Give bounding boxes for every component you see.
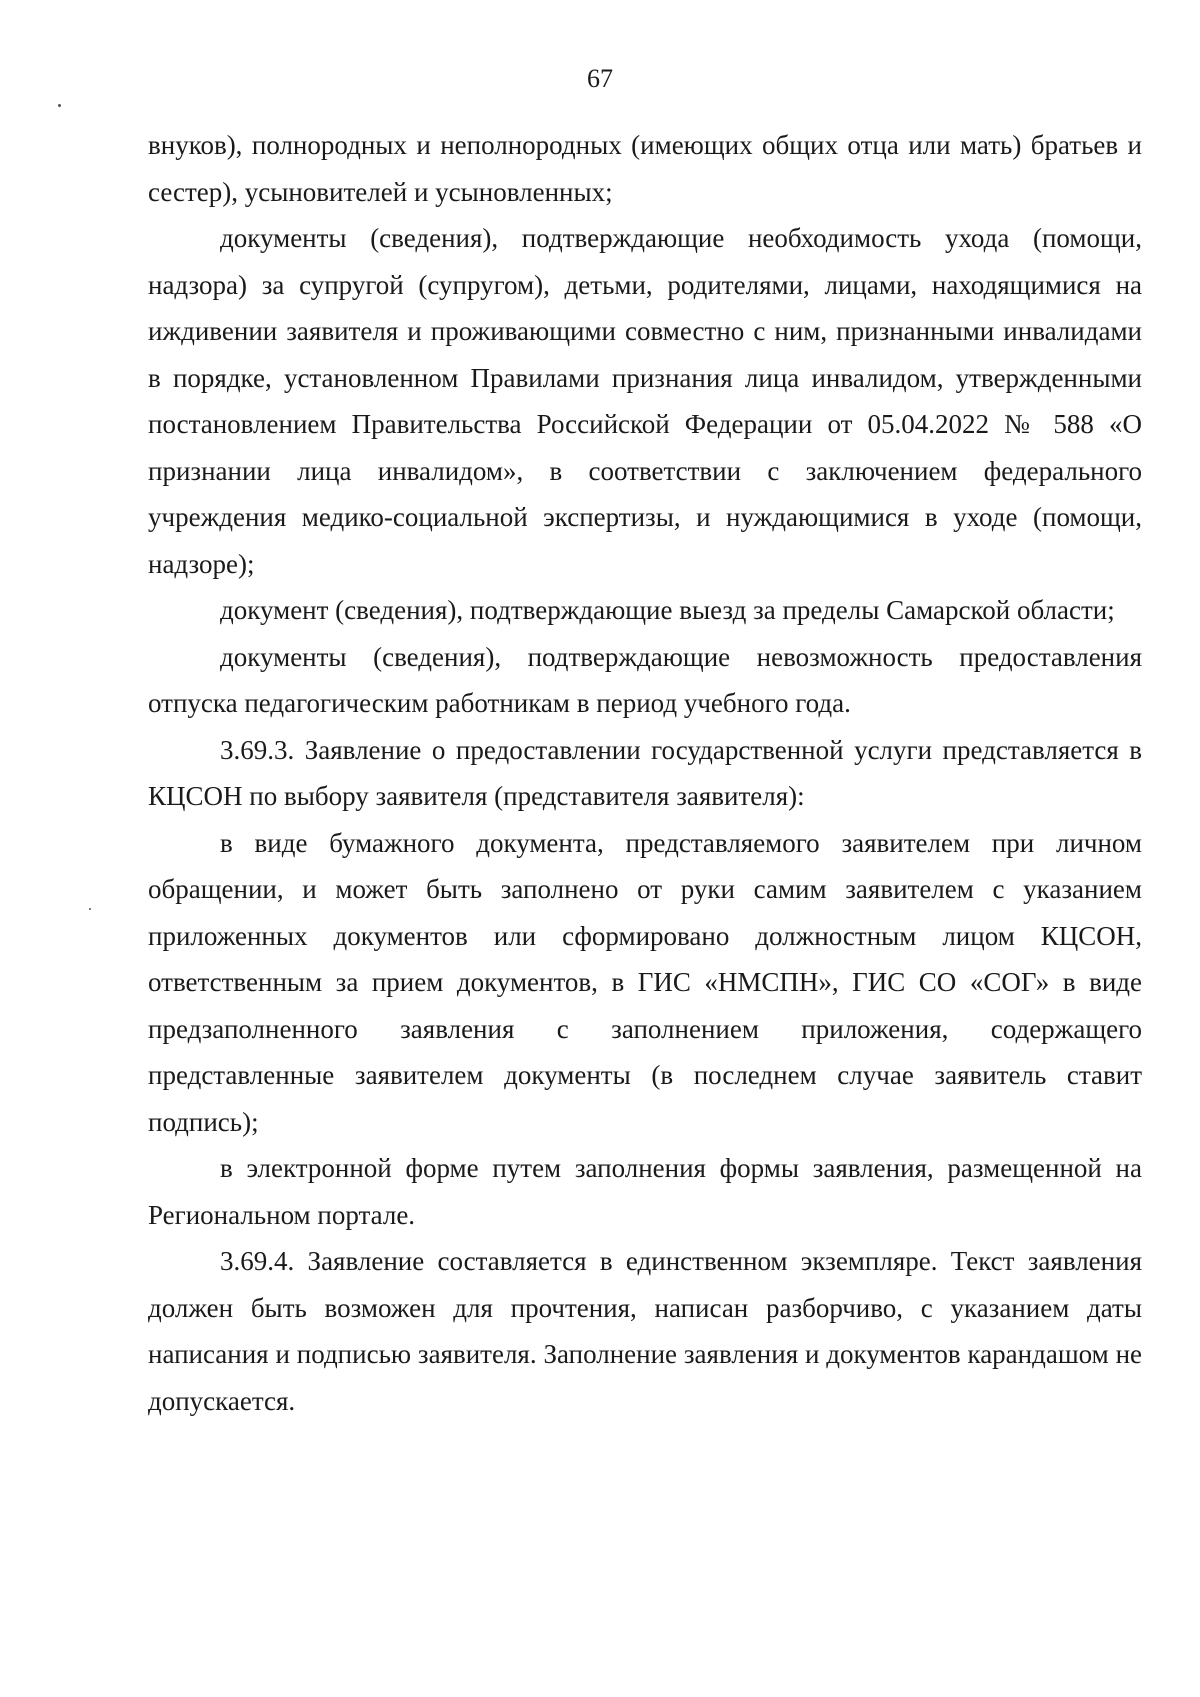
paragraph-3-69-4: 3.69.4. Заявление составляется в единственном экземпляре. Текст заявления должен быть возможен для прочтения, написан разборчиво, с указанием даты написания и подписью заявителя. Заполнение заявления и документов карандашом не допускается. bbox=[148, 1246, 1142, 1416]
scan-speck bbox=[58, 104, 61, 107]
paragraph-3-69-3: 3.69.3. Заявление о предоставлении государственной услуги представляется в КЦСОН по выбору заявителя (представителя заявителя): bbox=[148, 734, 1142, 811]
paragraph-paper-form: в виде бумажного документа, представляемого заявителем при личном обращении, и может быть заполнено от руки самим заявителем с указанием приложенных документов или сформировано должностным лицом КЦСОН, ответственным за прием документов, в ГИС «НМСПН», ГИС СО «СОГ» в виде предзаполненного заявления с заполнением приложения, содержащего представленные заявителем документы (в последнем случае заявитель ставит подпись); bbox=[148, 827, 1142, 1137]
document-body bbox=[148, 122, 1142, 1424]
page-number: 67 bbox=[587, 64, 613, 93]
scan-speck bbox=[89, 908, 91, 910]
paragraph-departure-document: документ (сведения), подтверждающие выезд за пределы Самарской области; bbox=[220, 595, 1115, 625]
paragraph-care-documents: документы (сведения), подтверждающие необходимость ухода (помощи, надзора) за супругой (супругом), детьми, родителями, лицами, находящимися на иждивении заявителя и проживающими совместно с ним, признанными инвалидами в порядке, установленном Правилами признания лица инвалидом, утвержденными постановлением Правительства Российской Федерации от 05.04.2022 № 588 «О признании лица инвалидом», в соответствии с заключением федерального учреждения медико-социальной экспертизы, и нуждающимися в уходе (помощи, надзоре); bbox=[148, 223, 1142, 579]
paragraph-teacher-leave-documents: документы (сведения), подтверждающие невозможность предоставления отпуска педагогическим работникам в период учебного года. bbox=[148, 641, 1142, 718]
paragraph-continuation: внуков), полнородных и неполнородных (имеющих общих отца или мать) братьев и сестер), усыновителей и усыновленных; bbox=[148, 130, 1142, 207]
paragraph-electronic-form: в электронной форме путем заполнения формы заявления, размещенной на Региональном портале. bbox=[148, 1153, 1142, 1230]
